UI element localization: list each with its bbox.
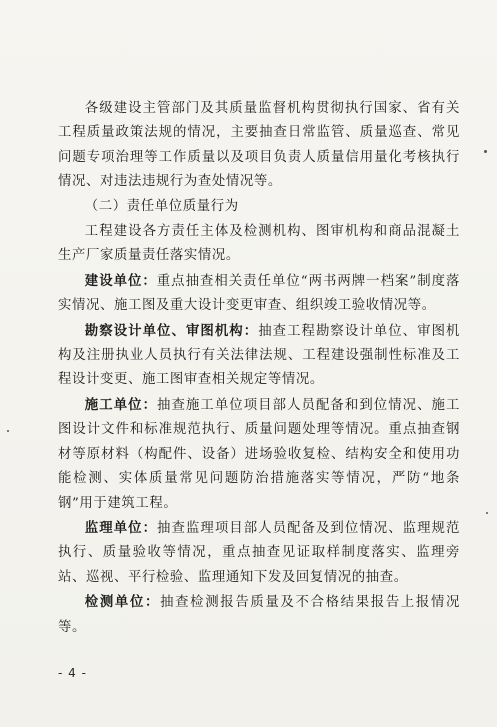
- paragraph-oversight: [58, 96, 460, 195]
- paragraph-builder-unit: [58, 393, 460, 516]
- paragraph-text: 抽查监理项目部人员配备及到位情况、监理规范执行、质量验收等情况，重点抽查见证取样制度落实、监理旁站、巡视、平行检验、监理通知下发及回复情况的抽查。: [58, 520, 460, 585]
- paragraph-text: 抽查施工单位项目部人员配备和到位情况、施工图设计文件和标准规范执行、质量问题处理等情况。重点抽查钢材等原材料（构配件、设备）进场验收复检、结构安全和使用功能检测、实体质量常见问题防治措施落实等情况，严防“地条钢”用于建筑工程。: [58, 397, 460, 511]
- page-number: - 4 -: [58, 666, 87, 680]
- paragraph-label: 勘察设计单位、审图机构：: [84, 322, 259, 339]
- scan-speck: [7, 430, 9, 432]
- paragraph-text: 抽查检测报告质量及不合格结果报告上报情况等。: [58, 595, 461, 635]
- paragraph-label: 监理单位：: [84, 519, 158, 536]
- paragraph-label: 建设单位：: [84, 272, 157, 289]
- paragraph-label: 施工单位：: [84, 396, 158, 413]
- paragraph-responsibility: [58, 219, 460, 269]
- paragraph-text: 工程建设各方责任主体及检测机构、图审机构和商品混凝土生产厂家质量责任落实情况。: [58, 224, 460, 264]
- paragraph-supervision-unit: [58, 516, 460, 590]
- paragraph-survey-design-unit: [58, 319, 460, 393]
- scan-speck: [484, 150, 487, 153]
- section-heading-text: （二）责任单位质量行为: [84, 198, 239, 214]
- paragraph-construction-unit: [58, 269, 460, 319]
- scan-speck: [486, 512, 488, 514]
- section-heading: [58, 195, 460, 219]
- paragraph-text: 重点抽查相关责任单位“两书两牌一档案”制度落实情况、施工图及重大设计变更审查、组织竣工验收情况等。: [58, 273, 461, 314]
- paragraph-text: 各级建设主管部门及其质量监督机构贯彻执行国家、省有关工程质量政策法规的情况，主要抽查日常监管、质量巡查、常见问题专项治理等工作质量以及项目负责人质量信用量化考核执行情况、对违法违规行为查处情况等。: [58, 101, 460, 190]
- paragraph-testing-unit: [58, 590, 460, 640]
- paragraph-label: 检测单位：: [84, 594, 161, 611]
- paragraph-text: 抽查工程勘察设计单位、审图机构及注册执业人员执行有关法律法规、工程建设强制性标准及工程设计变更、施工图审查相关规定等情况。: [58, 323, 461, 388]
- document-body: [58, 96, 460, 640]
